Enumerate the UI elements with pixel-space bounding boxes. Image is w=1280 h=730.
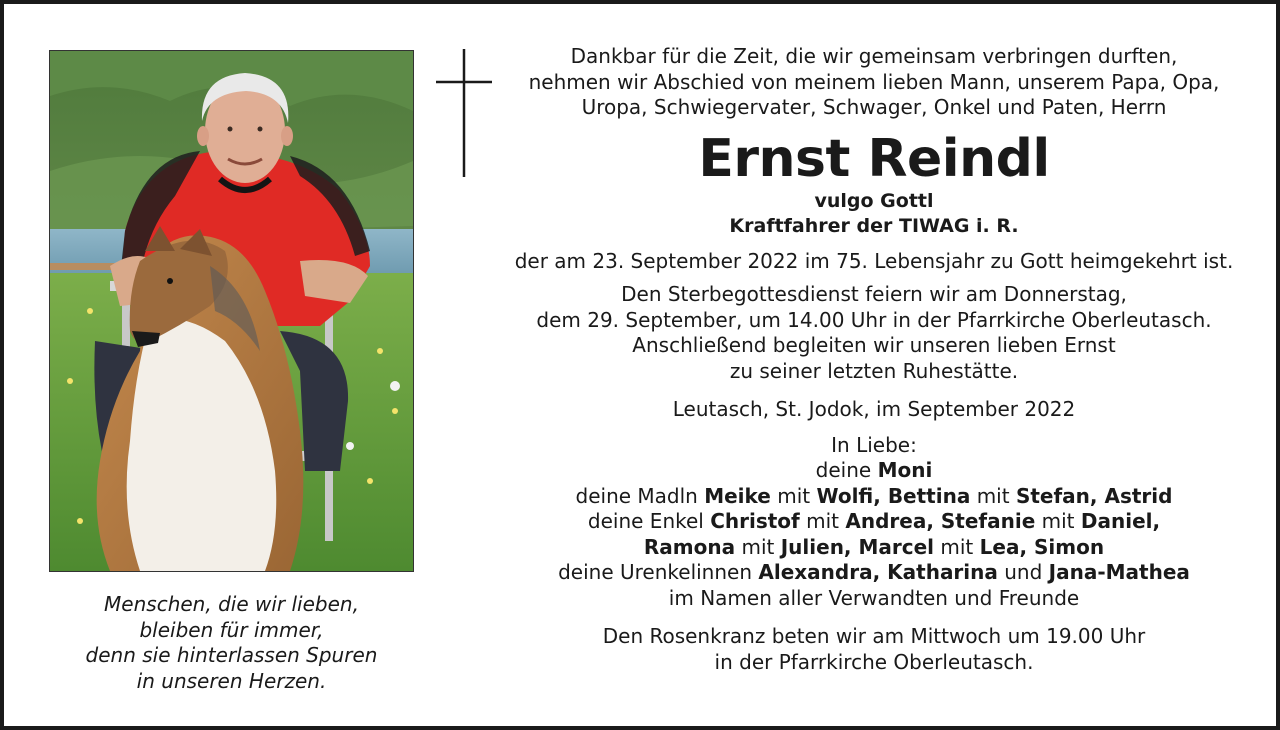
deceased-nickname: vulgo Gottl [814, 189, 934, 212]
mourner-prefix: deine Enkel [587, 509, 704, 533]
mourner-wife [474, 458, 1274, 484]
mourner-daughters [474, 484, 1274, 510]
mourner-name: Lea, Simon [979, 534, 1105, 559]
mourner-name: Wolfi, Bettina [816, 483, 971, 508]
conjunction: mit [777, 483, 811, 508]
obituary-text [474, 42, 1274, 675]
service-line: Den Sterbegottesdienst feiern wir am Donnerstag, [621, 282, 1127, 306]
mourners-list [474, 433, 1274, 612]
deceased-name: Ernst Reindl [698, 128, 1050, 189]
mourner-name: Alexandra, Katharina [758, 560, 998, 584]
service-line: zu seiner letzten Ruhestätte. [729, 358, 1019, 383]
service-line: Anschließend begleiten wir unseren lieben Ernst [632, 333, 1116, 357]
quote-line: Menschen, die wir lieben, [104, 592, 359, 616]
mourner-grandchildren [474, 509, 1274, 535]
mourner-name: Andrea, Stefanie [845, 509, 1036, 533]
service-paragraph [474, 282, 1274, 384]
conjunction: mit [976, 483, 1010, 508]
deceased-occupation: Kraftfahrer der TIWAG i. R. [729, 214, 1019, 237]
mourner-name: Meike [704, 483, 771, 508]
portrait-photo [49, 50, 414, 572]
death-notice: der am 23. September 2022 im 75. Lebensjahr zu Gott heimgekehrt ist. [514, 248, 1234, 273]
mourner-prefix: deine Urenkelinnen [558, 560, 753, 584]
mourner-name: Ramona [643, 534, 736, 559]
mourner-relatives: im Namen aller Verwandten und Freunde [668, 585, 1080, 610]
mourner-name: Julien, Marcel [780, 534, 935, 559]
mourner-name: Daniel, [1080, 509, 1161, 533]
place-date: Leutasch, St. Jodok, im September 2022 [672, 397, 1076, 421]
conjunction: mit [741, 534, 775, 559]
mourner-name: Moni [877, 458, 933, 482]
intro-line: Dankbar für die Zeit, die wir gemeinsam verbringen durften, [570, 44, 1178, 68]
quote-line: bleiben für immer, [139, 617, 324, 642]
service-line: dem 29. September, um 14.00 Uhr in der Pfarrkirche Oberleutasch. [536, 307, 1212, 332]
quote-line: in unseren Herzen. [136, 668, 327, 693]
conjunction: mit [940, 534, 974, 559]
mourners-heading: In Liebe: [831, 432, 917, 457]
conjunction: mit [1041, 509, 1075, 533]
conjunction: und [1004, 560, 1043, 584]
mourner-prefix: deine [815, 458, 872, 482]
mourner-grandchildren-cont [474, 535, 1274, 561]
quote-line: denn sie hinterlassen Spuren [85, 643, 378, 667]
intro-line: nehmen wir Abschied von meinem lieben Mann, unserem Papa, Opa, [528, 69, 1220, 94]
intro-paragraph [474, 44, 1274, 121]
memorial-quote [49, 592, 414, 694]
mourner-prefix: deine Madln [575, 483, 698, 508]
intro-line: Uropa, Schwiegervater, Schwager, Onkel und Paten, Herrn [581, 95, 1167, 119]
rosary-paragraph [474, 624, 1274, 675]
mourner-name: Christof [710, 509, 800, 533]
mourner-great-grandchildren [474, 560, 1274, 586]
rosary-line: in der Pfarrkirche Oberleutasch. [714, 649, 1034, 674]
rosary-line: Den Rosenkranz beten wir am Mittwoch um 19.00 Uhr [602, 624, 1146, 648]
conjunction: mit [806, 509, 839, 533]
mourner-name: Jana-Mathea [1048, 560, 1190, 584]
mourner-name: Stefan, Astrid [1015, 483, 1173, 508]
